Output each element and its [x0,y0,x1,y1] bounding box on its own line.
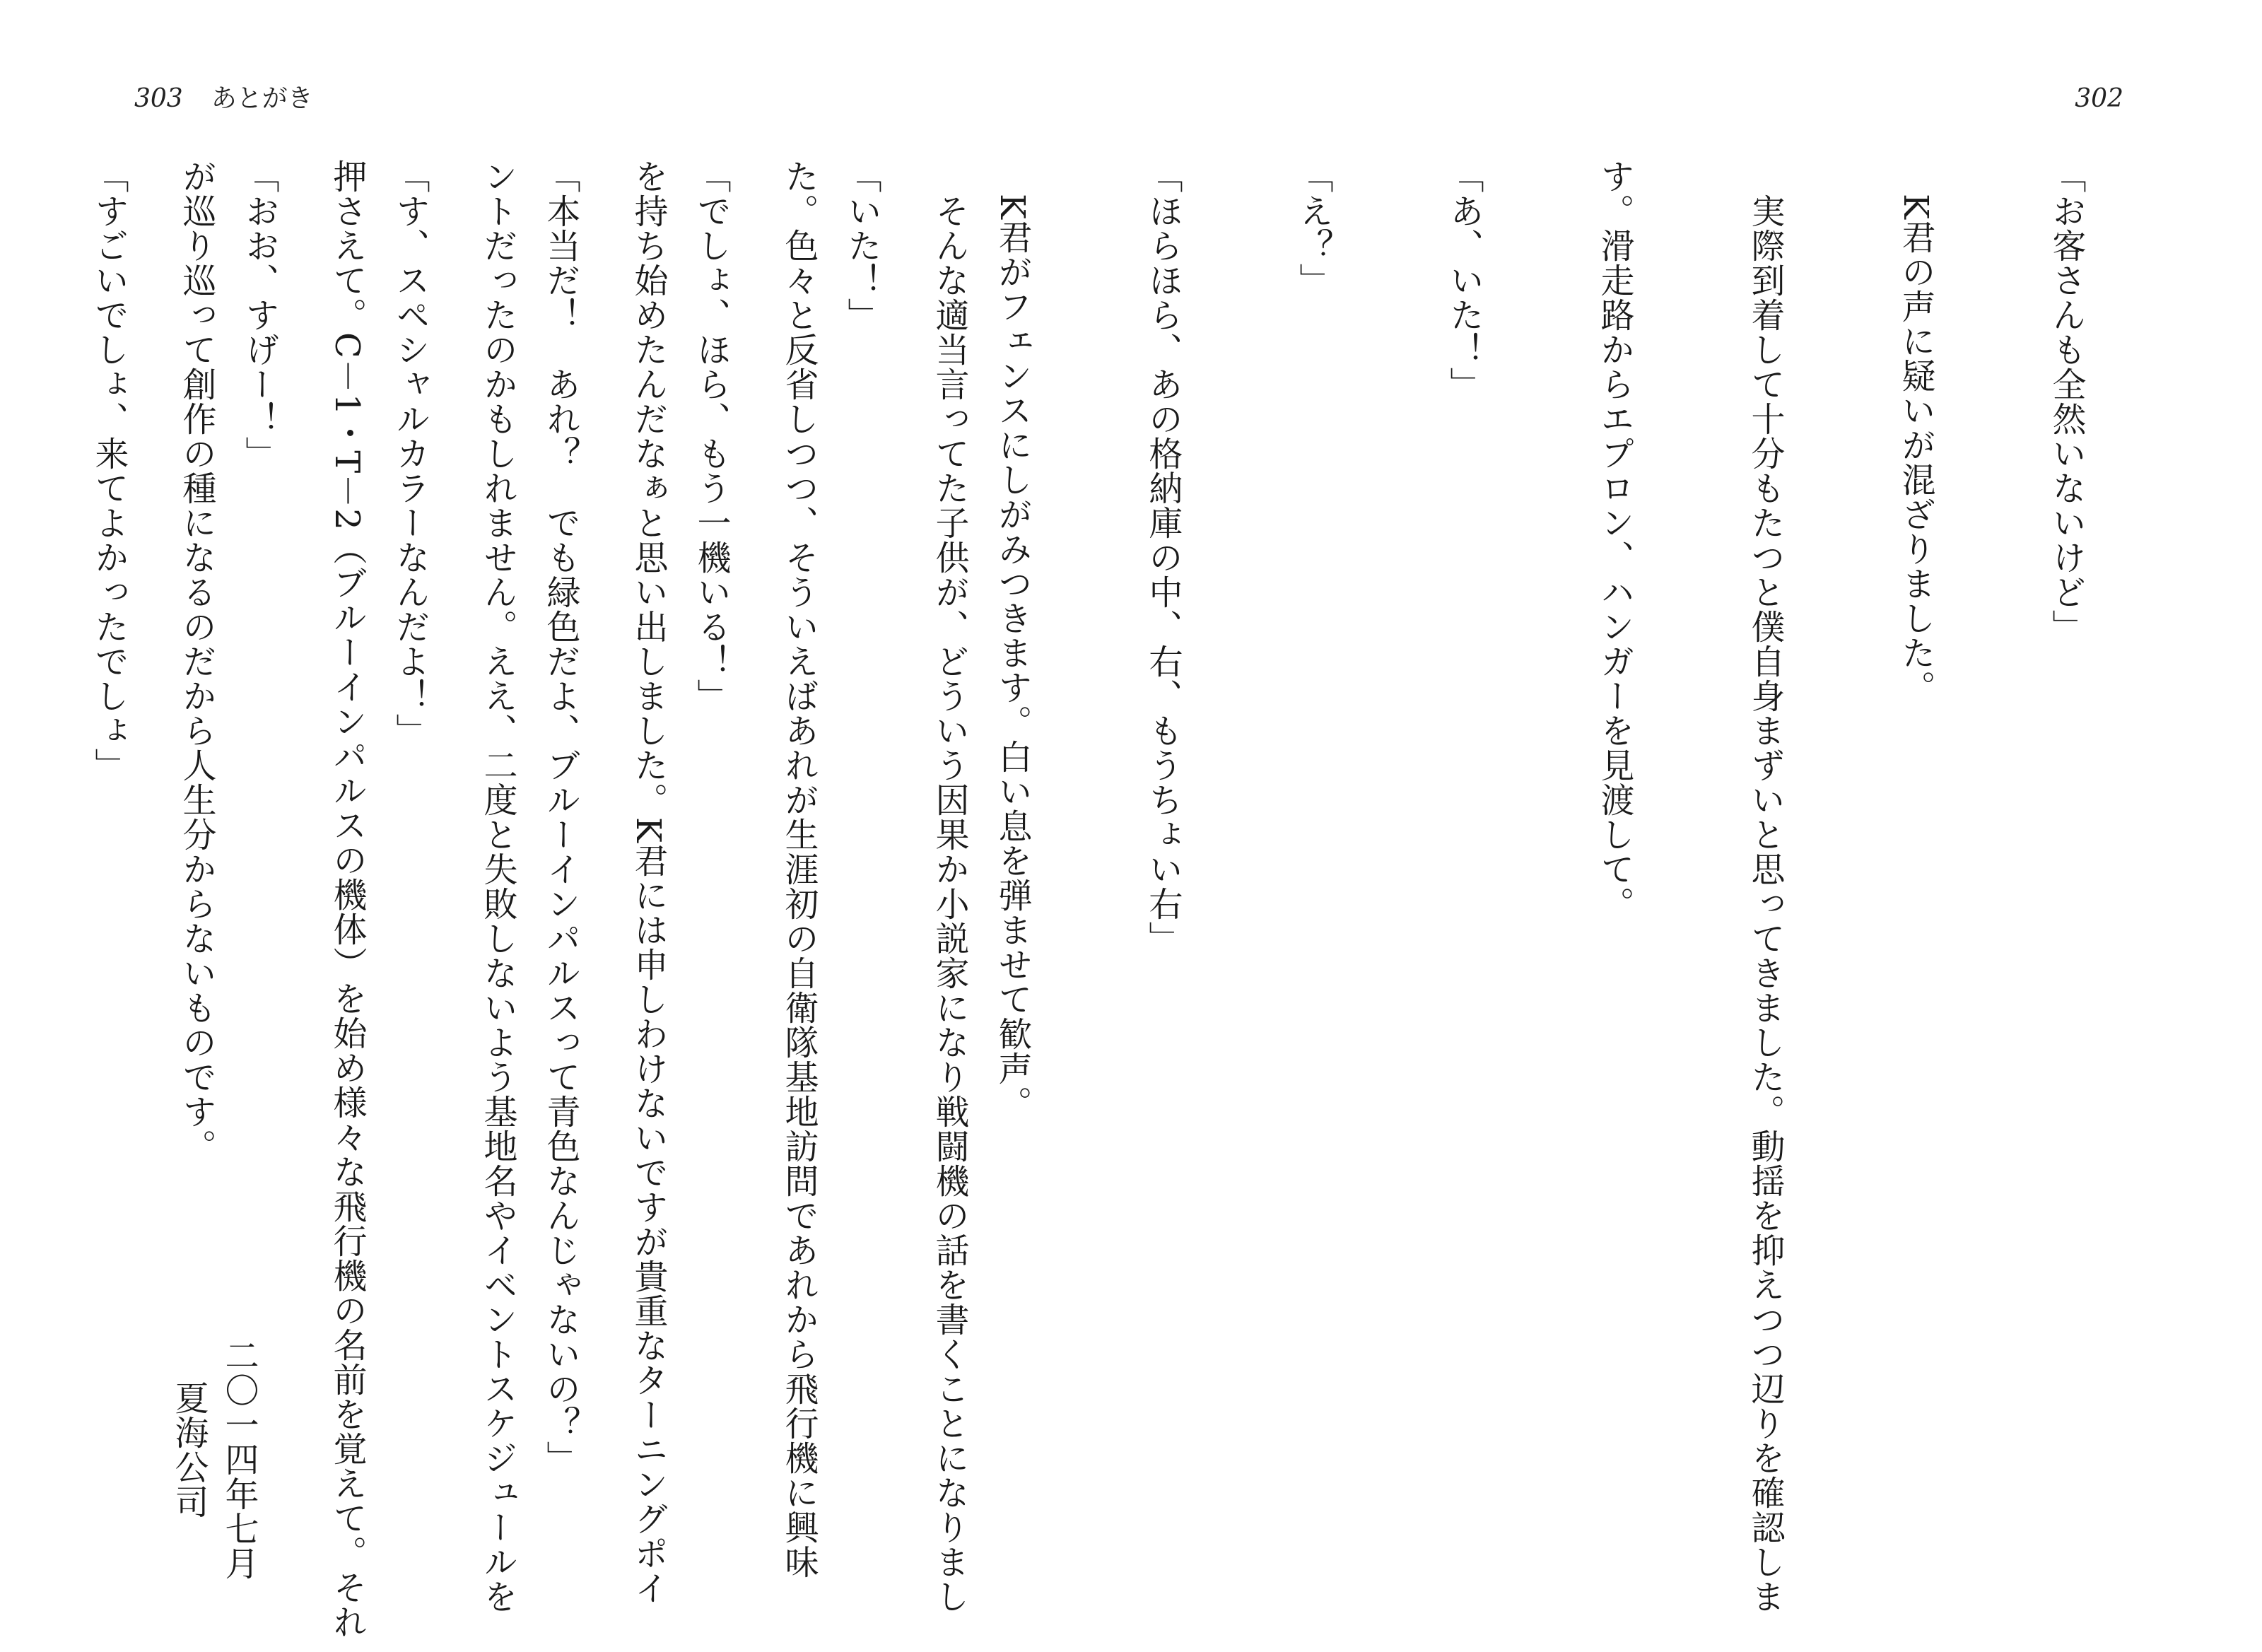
signoff-date: 二〇一四年七月 [219,1337,259,1581]
left-page-header [134,78,313,120]
text-line: 「でしょ、ほら、もう一機いる！」 [691,159,731,713]
running-title: あとがき [211,84,313,113]
paragraph-gap [20,159,71,1460]
left-page-number: 303 [134,84,183,113]
text-line: 「ほらほら、あの格納庫の中、右、もうちょい右」 [1143,159,1183,956]
text-line: 「お客さんも全然いないけど」 [2046,159,2086,644]
left-page [113,159,1074,1639]
text-line: 「すごいでしょ、来てよかったでしょ」 [89,159,129,783]
text-line: 「おお、すげー！」 [240,159,279,471]
text-line: が巡り巡って創作の種になるのだから人生分からないものです。 [177,159,216,1164]
right-page-header [2075,78,2123,120]
text-line: そんな適当言ってた子供が、どういう因果か小説家になり戦闘機の話を書くことになりまし [930,159,969,1614]
author-name: 夏海公司 [169,1380,209,1519]
text-line: ントだったのかもしれません。ええ、二度と失敗しないよう基地名やイベントスケジュールを [478,159,517,1614]
left-page-body [0,159,1074,1639]
text-line: 実際到着して十分もたつと僕自身まずいと思ってきました。動揺を抑えつつ辺りを確認しま [1745,159,1785,1614]
text-line: 「す、スペシャルカラーなんだよ！」 [390,159,430,748]
text-line: K君がフェンスにしがみつきます。白い息を弾ませて歓声。 [992,159,1032,1120]
text-line: を持ち始めたんだなぁと思い出しました。K君には申しわけないですが貴重なターニングポイ [628,159,668,1605]
signoff [113,1269,314,1608]
text-line: 押さえて。C－1・T－2（ブルーインパルスの機体）を始め様々な飛行機の名前を覚えて。それ [327,159,367,1639]
text-line: す。滑走路からエプロン、ハンガーを見渡して。 [1595,159,1634,921]
text-line: た。色々と反省しつつ、そういえばあれが生涯初の自衛隊基地訪問であれから飛行機に興味 [779,159,819,1579]
text-line: 「本当だ！ あれ？ でも緑色だよ、ブルーインパルスって青色なんじゃないの？」 [541,159,580,1475]
right-page-number: 302 [2075,84,2123,113]
text-line: K君の声に疑いが混ざりました。 [1896,159,1935,705]
text-line: 「え？」 [1294,159,1333,298]
text-line: 「あ、いた！」 [1444,159,1484,402]
text-line: 「いた！」 [842,159,881,332]
